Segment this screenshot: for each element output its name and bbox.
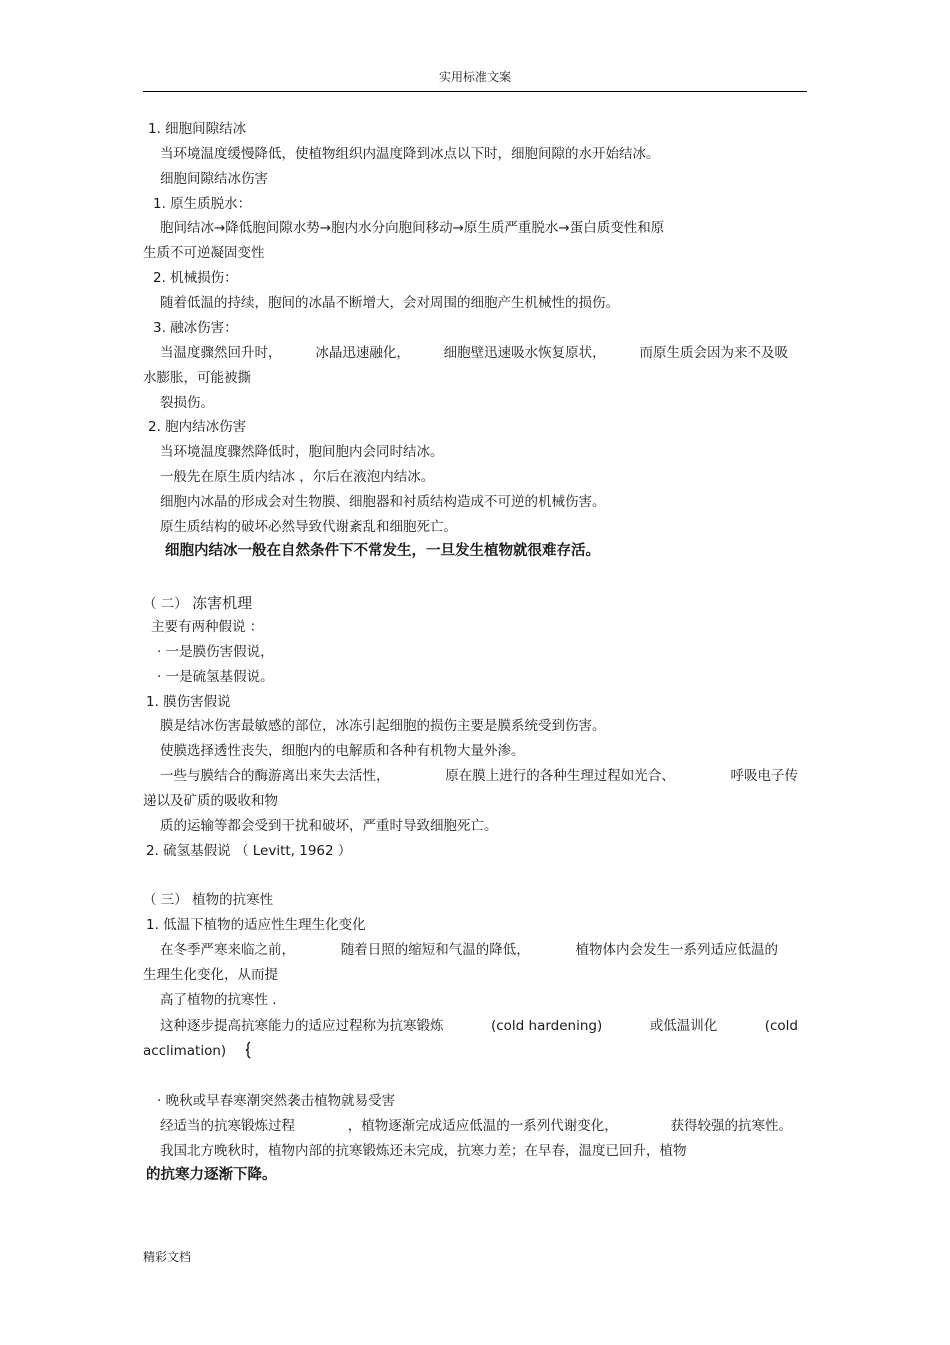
heading-intercellular-freezing: 1. 细胞间隙结冰 [148,121,247,137]
paragraph-line: 质的运输等都会受到干扰和破坏，严重时导致细胞死亡。 [160,818,498,834]
paragraph-line [160,941,778,959]
bullet-item: · 一是硫氢基假说。 [157,669,274,685]
text-segment: 或低温训化 [649,1018,718,1034]
paragraph-line: 我国北方晚秋时，植物内部的抗寒锻炼还未完成，抗寒力差；在早春，温度已回升，植物 [160,1143,687,1159]
text-segment: (cold hardening) [490,1018,603,1034]
text-segment: 冰晶迅速融化， [315,345,410,361]
section-heading-2 [143,594,252,613]
page-header [143,68,807,92]
text-segment: 而原生质会因为来不及吸 [639,345,788,361]
text-segment: 这种逐步提高抗寒能力的适应过程称为抗寒锻炼 [160,1018,444,1034]
bullet-item: · 一是膜伤害假说， [157,644,274,660]
paragraph-line: 随着低温的持续，胞间的冰晶不断增大，会对周围的细胞产生机械性的损伤。 [160,295,619,311]
subheading-dehydration: 1. 原生质脱水： [153,196,252,212]
section-heading-3: （ 三） 植物的抗寒性 [143,892,274,908]
paragraph-line: 主要有两种假说 ： [151,619,264,635]
text-segment: 植物体内会发生一系列适应低温的 [575,942,778,958]
paragraph-line [160,344,788,362]
paragraph-line: 高了植物的抗寒性 . [160,992,277,1008]
text-segment: 当温度骤然回升时， [160,345,282,361]
paragraph-line [160,767,798,785]
text-segment: 经适当的抗寒锻炼过程 [160,1118,295,1134]
paragraph-line [160,1017,798,1035]
text-segment: 原在膜上进行的各种生理过程如光合、 [445,768,675,784]
bracket-mark-icon [243,1040,253,1064]
paragraph-line: 水膨胀，可能被撕 [143,370,251,386]
text-segment: 在冬季严寒来临之前， [160,942,295,958]
text-segment: (cold [764,1018,798,1034]
text-segment: 获得较强的抗寒性。 [670,1118,792,1134]
section-number: （ 二） [143,596,188,612]
paragraph-line: 一般先在原生质内结冰 ，尔后在液泡内结冰。 [160,469,435,485]
paragraph-line: 生理生化变化，从而提 [143,967,278,983]
text-segment: ，植物逐渐完成适应低温的一系列代谢变化， [347,1118,618,1134]
paragraph-line: 生质不可逆凝固变性 [143,245,265,261]
paragraph-line: 当环境温度缓慢降低，使植物组织内温度降到冰点以下时，细胞间隙的水开始结冰。 [160,146,660,162]
bold-paragraph-line: 的抗寒力逐渐下降。 [146,1167,277,1183]
text-segment: 细胞壁迅速吸水恢复原状， [443,345,606,361]
bullet-item: · 晚秋或早春寒潮突然袭击植物就易受害 [157,1093,396,1109]
paragraph-line: 使膜选择透性丧失，细胞内的电解质和各种有机物大量外渗。 [160,743,525,759]
paragraph-line: 递以及矿质的吸收和物 [143,793,278,809]
paragraph-line: acclimation) [143,1043,227,1059]
subheading-sulfhydryl-hypothesis: 2. 硫氢基假说 （ Levitt, 1962 ） [146,843,352,859]
paragraph-line: 膜是结冰伤害最敏感的部位，冰冻引起细胞的损伤主要是膜系统受到伤害。 [160,718,606,734]
subheading-adaptive-changes: 1. 低温下植物的适应性生理生化变化 [146,917,366,933]
paragraph-line [160,1117,792,1135]
subheading-membrane-hypothesis: 1. 膜伤害假说 [146,694,231,710]
bold-paragraph-line: 细胞内结冰一般在自然条件下不常发生，一旦发生植物就很难存活。 [165,543,600,559]
text-segment: 一些与膜结合的酶游离出来失去活性， [160,768,390,784]
section-title: 冻害机理 [192,594,253,612]
paragraph-line: 细胞内冰晶的形成会对生物膜、细胞器和衬质结构造成不可逆的机械伤害。 [160,494,606,510]
text-segment: 随着日照的缩短和气温的降低， [340,942,530,958]
text-segment: 呼吸电子传 [730,768,798,784]
heading-intracellular-freezing: 2. 胞内结冰伤害 [148,419,247,435]
footer-text: 精彩文档 [143,1250,192,1264]
subheading-mechanical-damage: 2. 机械损伤： [153,270,238,286]
page-footer [143,1248,191,1265]
paragraph-line: 裂损伤。 [160,395,214,411]
subheading-thaw-damage: 3. 融冰伤害： [153,320,238,336]
paragraph-line: 当环境温度骤然降低时，胞间胞内会同时结冰。 [160,444,444,460]
paragraph-line: 胞间结冰→降低胞间隙水势→胞内水分向胞间移动→原生质严重脱水→蛋白质变性和原 [160,220,665,236]
paragraph-line: 细胞间隙结冰伤害 [160,171,268,187]
paragraph-line: 原生质结构的破坏必然导致代谢紊乱和细胞死亡。 [160,519,457,535]
header-text: 实用标准文案 [438,70,511,84]
